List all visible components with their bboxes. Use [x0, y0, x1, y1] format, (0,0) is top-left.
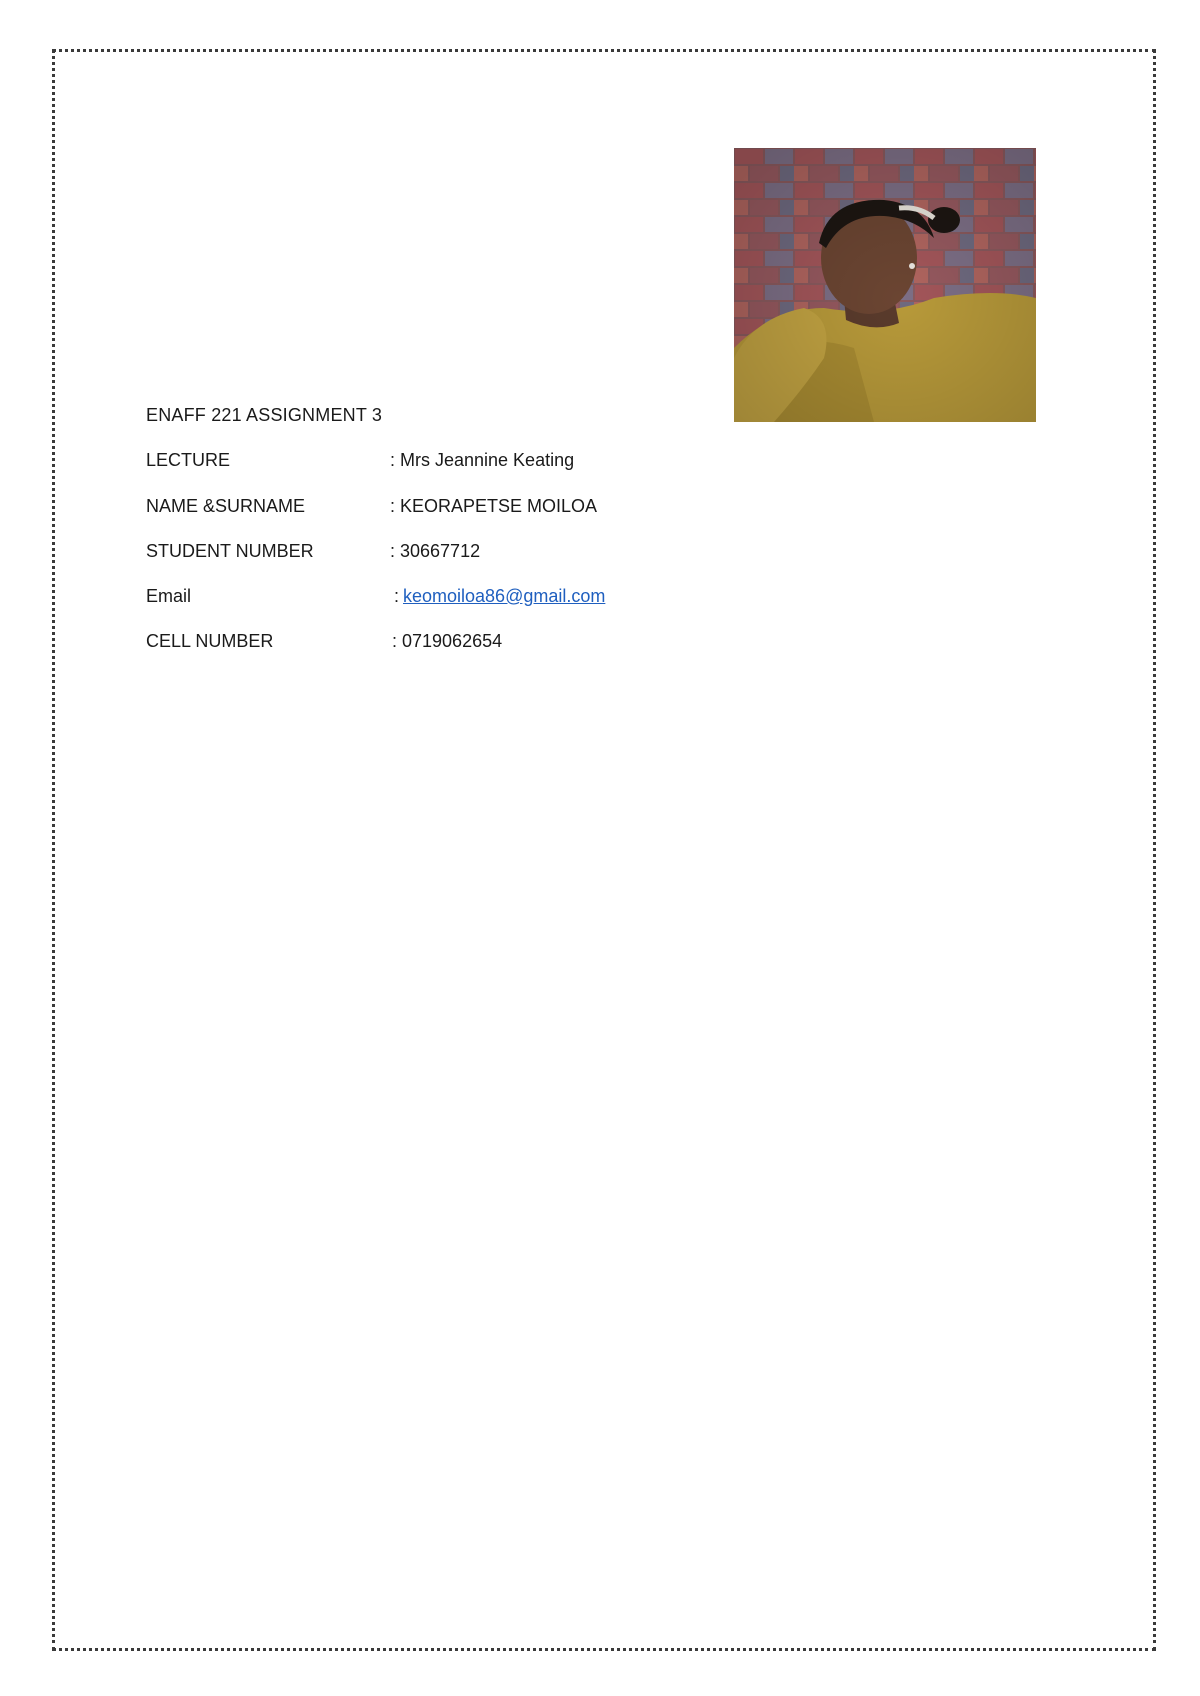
field-value-student-number: 30667712: [400, 541, 481, 561]
field-value-name: KEORAPETSE MOILOA: [400, 496, 598, 516]
field-row-cell-number: [146, 631, 846, 655]
field-separator: :: [394, 586, 400, 606]
field-separator: :: [390, 541, 396, 561]
field-separator: :: [392, 631, 398, 651]
email-link[interactable]: keomoiloa86@gmail.com: [403, 586, 606, 606]
field-row-student-number: [146, 541, 846, 565]
field-row-name: [146, 496, 846, 520]
student-photo: [734, 148, 1036, 422]
field-separator: :: [390, 496, 396, 516]
field-value-cell-number: 0719062654: [402, 631, 503, 651]
field-row-lecture: [146, 450, 846, 474]
field-label-cell-number: CELL NUMBER: [146, 631, 274, 651]
assignment-title: ENAFF 221 ASSIGNMENT 3: [146, 405, 383, 425]
field-label-email: Email: [146, 586, 192, 606]
field-separator: :: [390, 450, 396, 470]
field-value-lecture: Mrs Jeannine Keating: [400, 450, 575, 470]
field-label-student-number: STUDENT NUMBER: [146, 541, 314, 561]
field-label-lecture: LECTURE: [146, 450, 231, 470]
field-label-name: NAME &SURNAME: [146, 496, 306, 516]
field-row-email: [146, 586, 846, 610]
